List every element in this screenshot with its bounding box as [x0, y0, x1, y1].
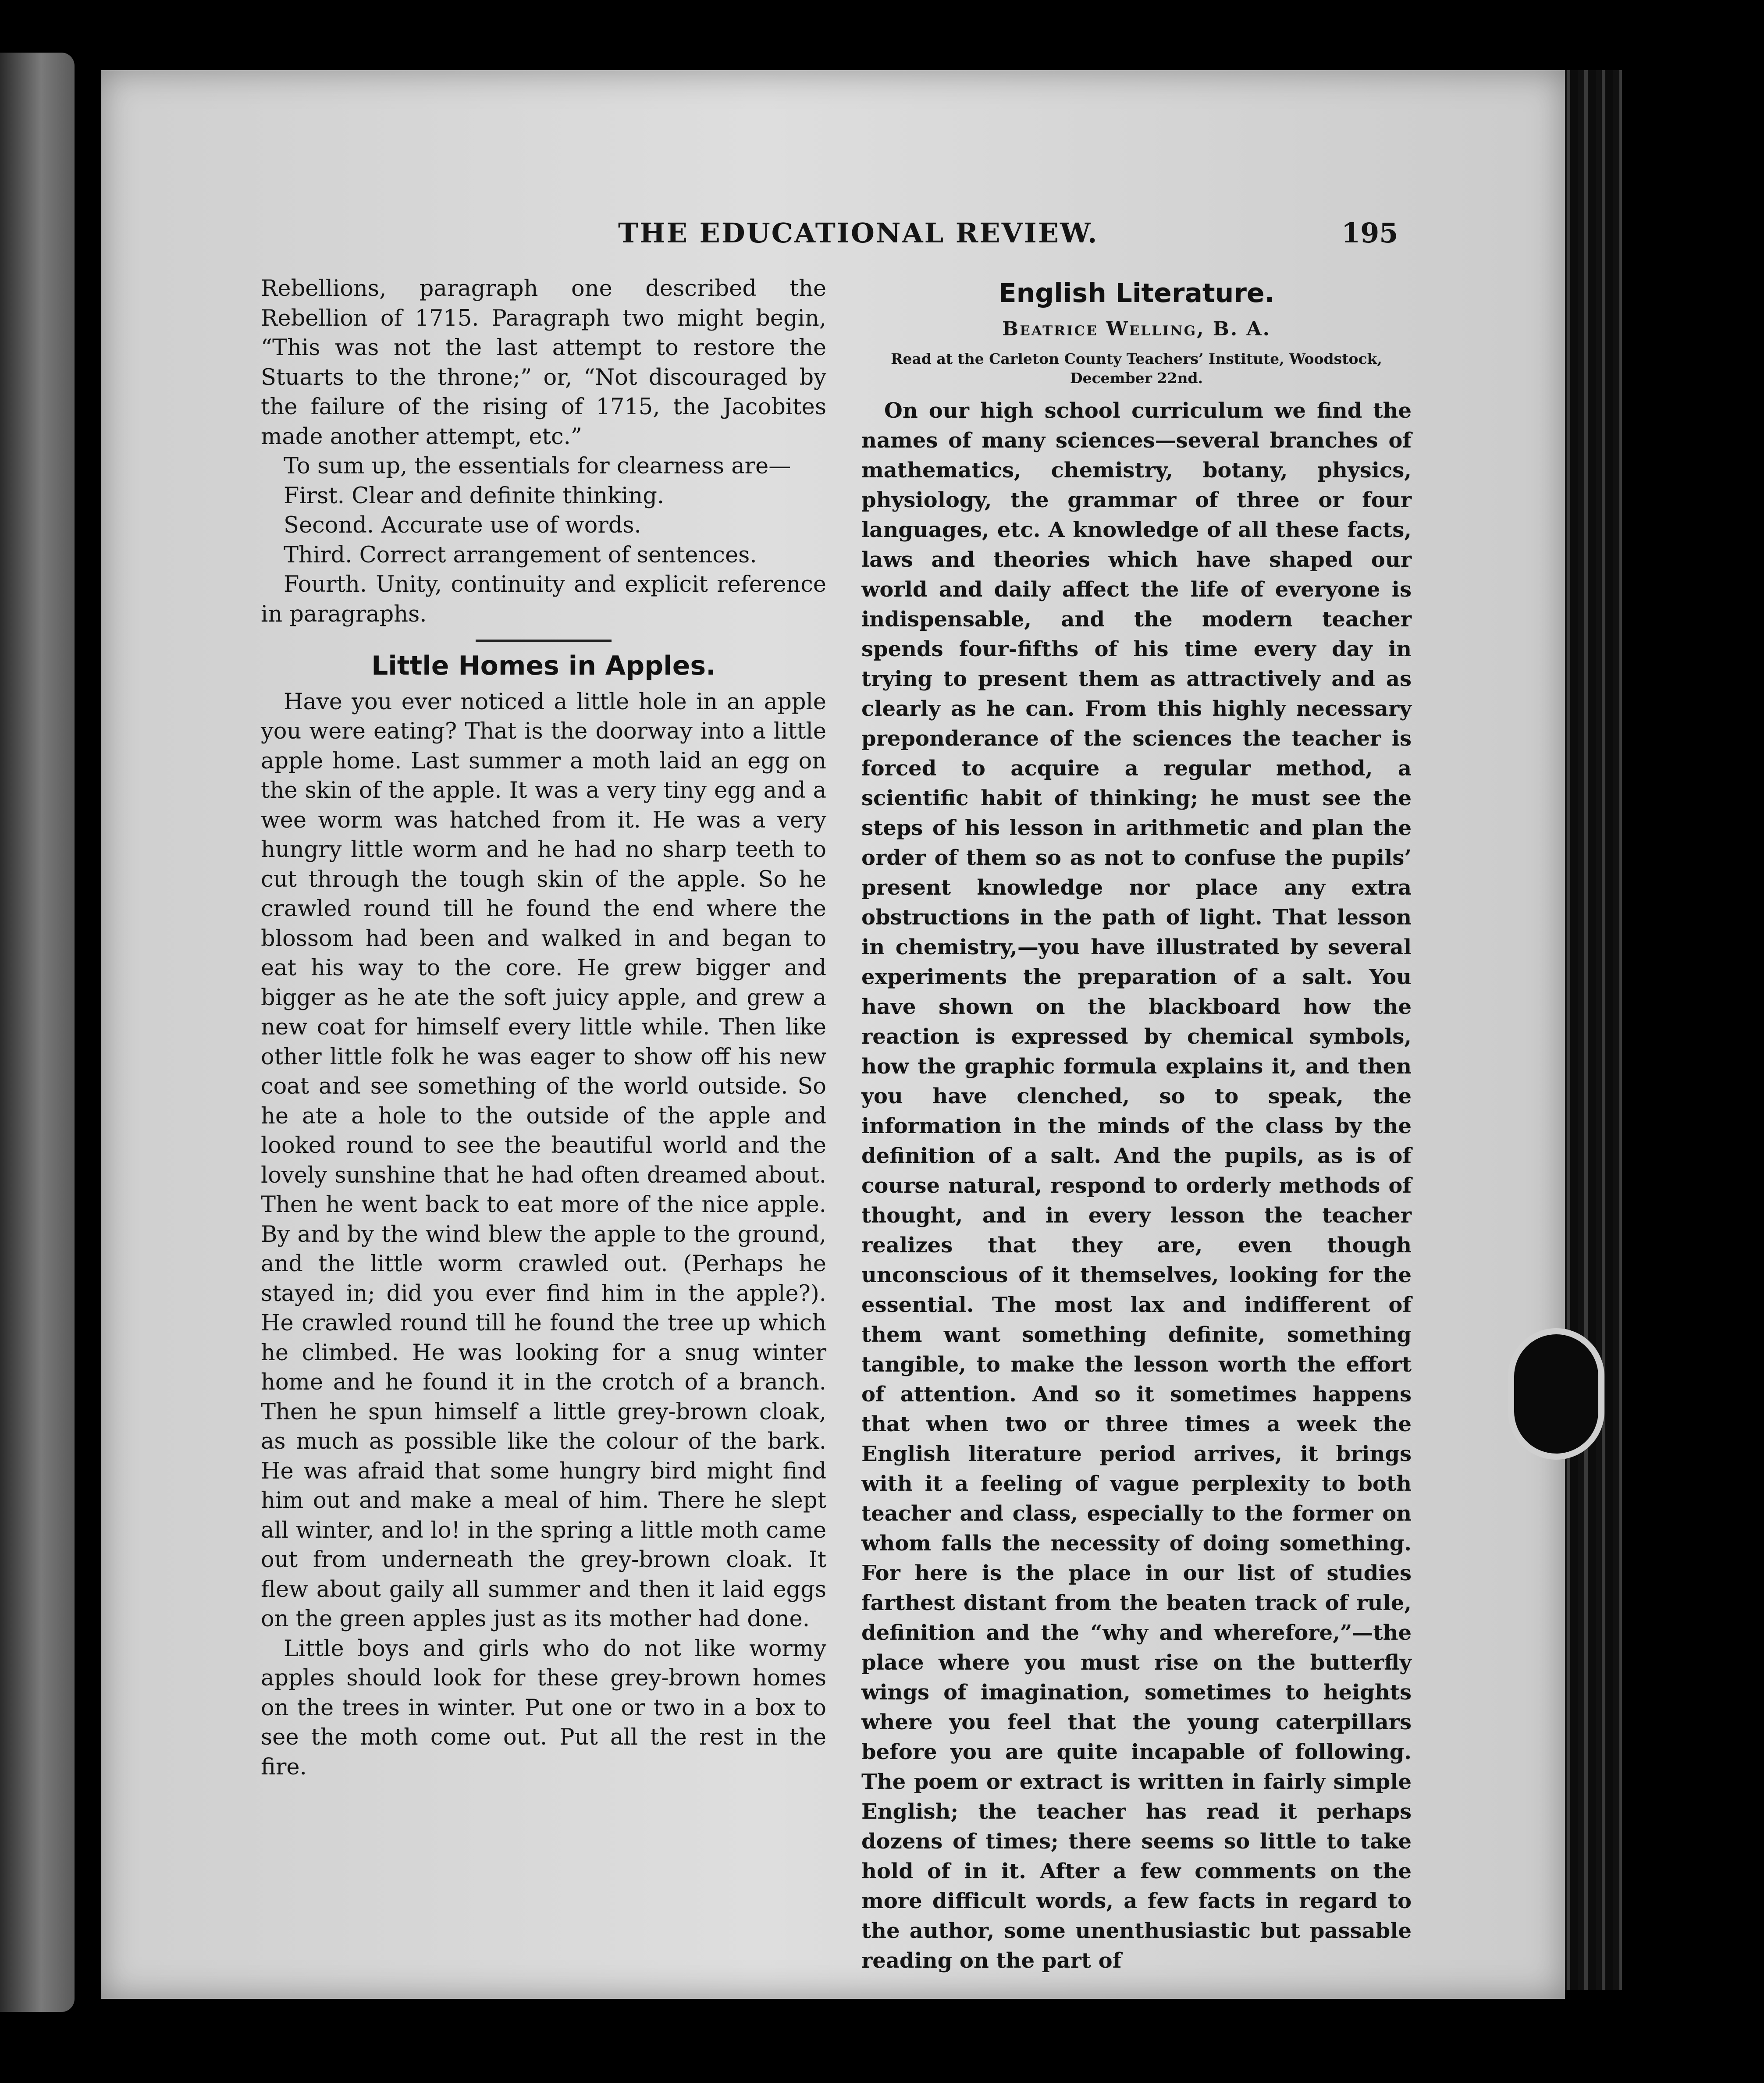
book-page: [101, 70, 1565, 1999]
essential-item: Second. Accurate use of words.: [284, 512, 641, 538]
article-paragraph: Little boys and girls who do not like wormy apples should look for these grey-brown homes on the trees in winter. Put one or two in a box to see the moth come out. Put all the rest in the fire.: [261, 1635, 826, 1780]
essential-item: Fourth. Unity, continuity and explicit reference in paragraphs.: [261, 572, 826, 627]
presentation-note: Read at the Carleton County Teachers’ Institute, Woodstock, December 22nd.: [891, 350, 1382, 387]
section-divider: [476, 640, 612, 642]
article-paragraph: On our high school curriculum we find the names of many sciences—several branches of mathematics, chemistry, botany, physics, physiology, the grammar of three or four languages, etc. A knowledge of all these facts, laws and theories which have shaped our world and daily affect the life of everyone is indispensable, and the modern teacher spends four-fifths of his time every day in trying to present them as attractively and as clearly as he can. From this highly necessary preponderance of the sciences the teacher is forced to acquire a regular method, a scientific habit of thinking; he must see the steps of his lesson in arithmetic and plan the order of them so as not to confuse the pupils’ present knowledge nor place any extra obstructions in the path of light. That lesson in chemistry,—you have illustrated by several experiments the preparation of a salt. You have shown on the blackboard how the reaction is expressed by chemical symbols, how the graphic formula explains it, and then you have clenched, so to speak, the information in the minds of the class by the definition of a salt. And the pupils, as is of course natural, respond to orderly methods of thought, and in every lesson the teacher realizes that they are, even though unconscious of it themselves, looking for the essential. The most lax and indifferent of them want something definite, something tangible, to make the lesson worth the effort of attention. And so it sometimes happens that when two or three times a week the English literature period arrives, it brings with it a feeling of vague perplexity to both teacher and class, especially to the former on whom falls the necessity of doing something. For here is the place in our list of studies farthest distant from the beaten track of rule, definition and the “why and wherefore,”—the place where you must rise on the butterfly wings of imagination, sometimes to heights where you feel that the young caterpillars before you are quite incapable of following. The poem or extract is written in fairly simple English; the teacher has read it perhaps dozens of times; there seems so little to take hold of in it. After a few comments on the more difficult words, a few facts in regard to the author, some unenthusiastic but passable reading on the part of: [861, 398, 1412, 1973]
article-title: Little Homes in Apples.: [371, 650, 716, 681]
summary-intro: To sum up, the essentials for clearness are—: [284, 453, 791, 479]
right-column: [861, 274, 1412, 1976]
page-number: 195: [1341, 217, 1398, 249]
essential-item: Third. Correct arrangement of sentences.: [284, 542, 757, 568]
page-header: [101, 217, 1565, 252]
essential-item: First. Clear and definite thinking.: [284, 483, 665, 509]
page-clip: [1508, 1328, 1604, 1460]
author-byline: Beatrice Welling, B. A.: [1002, 318, 1271, 340]
article-paragraph: Have you ever noticed a little hole in an apple you were eating? That is the doorway into a little apple home. Last summer a moth laid an egg on the skin of the apple. It was a very tiny egg and a wee worm was hatched from it. He was a very hungry little worm and he had no sharp teeth to cut through the tough skin of the apple. So he crawled round till he found the end where the blossom had been and walked in and began to eat his way to the core. He grew bigger and bigger as he ate the soft juicy apple, and grew a new coat for himself every little while. Then like other little folk he was eager to show off his new coat and see something of the world outside. So he ate a hole to the outside of the apple and looked round to see the beautiful world and the lovely sunshine that he had often dreamed about. Then he went back to eat more of the nice apple. By and by the wind blew the apple to the ground, and the little worm crawled out. (Perhaps he stayed in; did you ever find him in the apple?). He crawled round till he found the tree up which he climbed. He was looking for a snug winter home and he found it in the crotch of a branch. Then he spun himself a little grey-brown cloak, as much as possible like the colour of the bark. He was afraid that some hungry bird might find him out and make a meal of him. There he slept all winter, and lo! in the spring a little moth came out from underneath the grey-brown cloak. It flew about gaily all summer and then it laid eggs on the green apples just as its mother had done.: [261, 689, 826, 1632]
facing-page-edge: [0, 53, 75, 2012]
running-title: THE EDUCATIONAL REVIEW.: [618, 217, 1099, 249]
left-column: [261, 274, 826, 1782]
continuation-paragraph: Rebellions, paragraph one described the Rebellion of 1715. Paragraph two might begin, “This was not the last attempt to restore the Stuarts to the throne;” or, “Not discouraged by the failure of the rising of 1715, the Jacobites made another attempt, etc.”: [261, 276, 826, 450]
article-title: English Literature.: [998, 278, 1275, 309]
book-binding: [1561, 70, 1622, 1990]
